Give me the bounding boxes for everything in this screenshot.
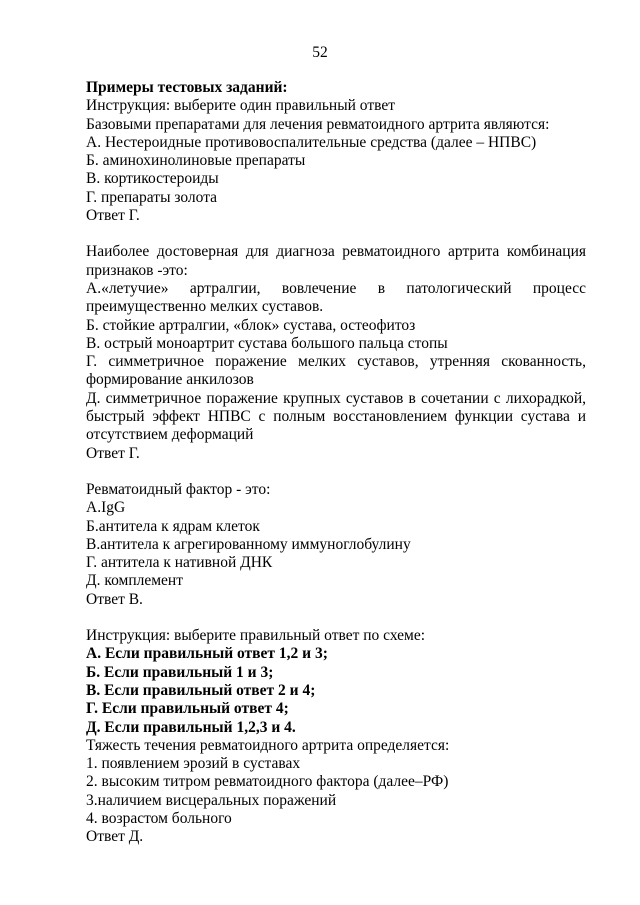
- question-text: Базовыми препаратами для лечения ревматоидного артрита являются:: [86, 115, 550, 133]
- question-1: [86, 97, 586, 225]
- option-d: Г. препараты золота: [86, 188, 218, 206]
- option-c: В. острый моноартрит сустава большого пальца стопы: [86, 334, 448, 352]
- option-2: 2. высоким титром ревматоидного фактора (далее–РФ): [86, 773, 449, 791]
- option-e: Д. комплемент: [86, 572, 183, 590]
- option-c: В. кортикостероиды: [86, 170, 219, 188]
- section-heading: Примеры тестовых заданий:: [86, 79, 288, 96]
- option-1: 1. появлением эрозий в суставах: [86, 755, 301, 773]
- option-a: А.«летучие» артралгии, вовлечение в патологический процесс преимущественно мелких суставов.: [86, 279, 586, 316]
- question-3: [86, 481, 586, 609]
- question-4: [86, 627, 586, 847]
- instruction: Инструкция: выберите правильный ответ по схеме:: [86, 627, 426, 645]
- question-text: Наиболее достоверная для диагноза ревматоидного артрита комбинация признаков -это:: [86, 243, 586, 279]
- option-4: 4. возрастом больного: [86, 809, 232, 827]
- document-body: [86, 79, 586, 847]
- option-3: 3.наличием висцеральных поражений: [86, 791, 337, 809]
- answer: Ответ Д.: [86, 828, 144, 846]
- answer: Ответ Г.: [86, 207, 140, 225]
- option-d: Г. антитела к нативной ДНК: [86, 554, 273, 572]
- scheme-e: Д. Если правильный 1,2,3 и 4.: [86, 718, 296, 736]
- option-a: А. Нестероидные противовоспалительные средства (далее – НПВС): [86, 133, 537, 151]
- scheme-d: Г. Если правильный ответ 4;: [86, 700, 289, 718]
- option-e: Д. симметричное поражение крупных суставов в сочетании с лихорадкой, быстрый эффект НПВС с полным восстановлением функции сустава и отсутствием деформаций: [86, 389, 586, 444]
- answer: Ответ Г.: [86, 444, 140, 462]
- question-2: [86, 243, 586, 463]
- scheme-b: Б. Если правильный 1 и 3;: [86, 663, 274, 681]
- option-d: Г. симметричное поражение мелких суставов, утренняя скованность, формирование анкилозов: [86, 353, 586, 389]
- scheme-a: А. Если правильный ответ 1,2 и 3;: [86, 645, 328, 663]
- page-number: 52: [312, 44, 328, 61]
- option-a: А.IgG: [86, 499, 126, 517]
- option-c: В.антитела к агрегированному иммуноглобулину: [86, 535, 411, 553]
- question-text: Ревматоидный фактор - это:: [86, 480, 271, 498]
- instruction: Инструкция: выберите один правильный ответ: [86, 97, 396, 115]
- option-b: Б. стойкие артралгии, «блок» сустава, остеофитоз: [86, 316, 416, 334]
- option-b: Б. аминохинолиновые препараты: [86, 152, 306, 170]
- answer: Ответ В.: [86, 590, 143, 608]
- option-b: Б.антитела к ядрам клеток: [86, 517, 260, 535]
- question-text: Тяжесть течения ревматоидного артрита определяется:: [86, 736, 450, 754]
- scheme-c: В. Если правильный ответ 2 и 4;: [86, 681, 316, 699]
